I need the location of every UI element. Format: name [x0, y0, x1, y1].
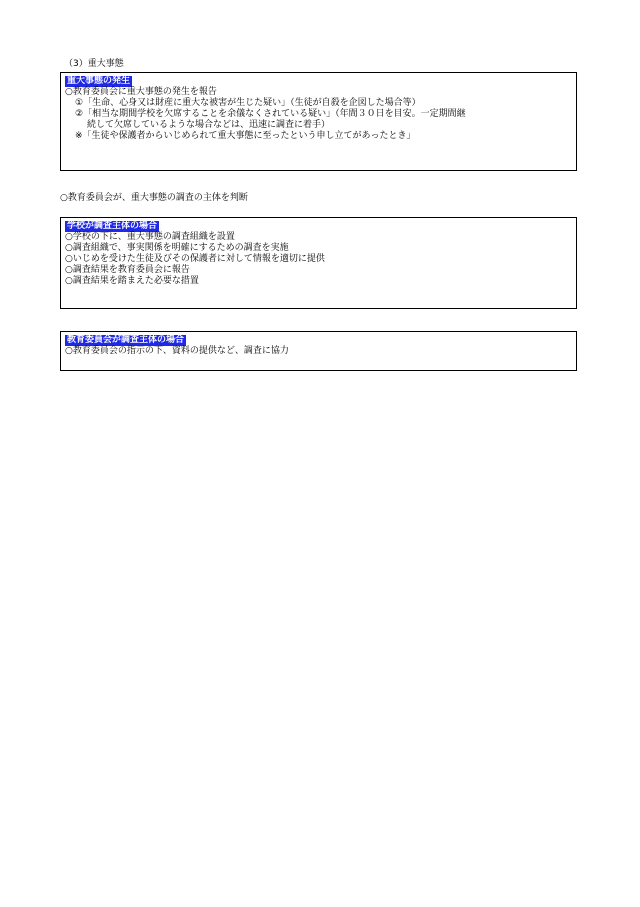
- box2-line: ○調査結果を教育委員会に報告: [65, 265, 190, 275]
- box2-line: ○いじめを受けた生徒及びその保護者に対して情報を適切に提供: [65, 254, 325, 264]
- box-title-occurrence: 重大事態の発生: [67, 76, 131, 86]
- box1-line: ○教育委員会に重大事態の発生を報告: [65, 87, 217, 97]
- box2-line: ○学校の下に、重大事態の調査組織を設置: [65, 232, 235, 242]
- box3-line: ○教育委員会の指示の下、資料の提供など、調査に協力: [65, 346, 289, 356]
- school-investigation-box: [60, 217, 577, 309]
- section-heading: （3）重大事態: [64, 59, 124, 69]
- box2-line: ○調査結果を踏まえた必要な措置: [65, 276, 199, 286]
- investigation-decision-line: ○教育委員会が、重大事態の調査の主体を判断: [60, 193, 248, 203]
- serious-incident-occurrence-box: [60, 72, 577, 171]
- box2-line: ○調査組織で、事実関係を明確にするための調査を実施: [65, 243, 289, 253]
- box1-line: ①「生命、心身又は財産に重大な被害が生じた疑い」（生徒が自殺を企図した場合等）: [75, 98, 421, 108]
- board-investigation-box: [60, 331, 577, 371]
- box1-line: 続して欠席しているような場合などは、迅速に調査に着手）: [87, 120, 331, 130]
- box-title-school: 学校が調査主体の場合: [67, 221, 158, 231]
- box1-line: ②「相当な期間学校を欠席することを余儀なくされている疑い」（年間３０日を目安。一定期間継: [75, 109, 466, 119]
- box-title-board: 教育委員会が調査主体の場合: [67, 335, 185, 345]
- box1-line: ※「生徒や保護者からいじめられて重大事態に至ったという申し立てがあったとき」: [75, 131, 416, 141]
